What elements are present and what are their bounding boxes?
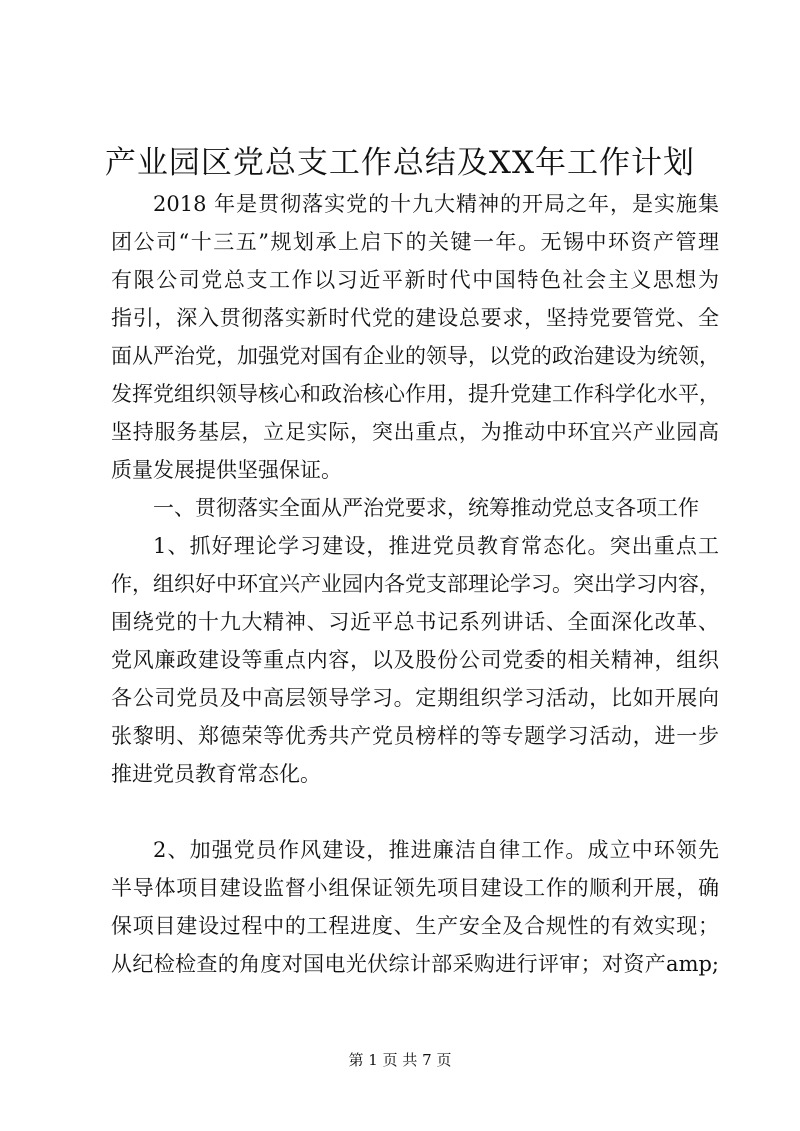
document-title: 产业园区党总支工作总结及XX年工作计划 — [104, 145, 696, 181]
text-line: 发挥党组织领导核心和政治核心作用，提升党建工作科学化水平， — [111, 382, 720, 406]
document-body — [111, 185, 719, 983]
text-line: 半导体项目建设监督小组保证领先项目建设工作的顺利开展，确 — [111, 876, 719, 900]
text-line: 有限公司党总支工作以习近平新时代中国特色社会主义思想为 — [111, 268, 719, 292]
text-line: 推进党员教育常态化。 — [111, 762, 321, 786]
paragraph-intro — [111, 185, 719, 489]
text-line: 面从严治党，加强党对国有企业的领导，以党的政治建设为统领， — [111, 344, 720, 368]
section-heading — [111, 489, 719, 527]
text-line: 2018 年是贯彻落实党的十九大精神的开局之年，是实施集 — [153, 192, 719, 216]
paragraph-theory-study — [111, 527, 719, 793]
text-line: 保项目建设过程中的工程进度、生产安全及合规性的有效实现； — [111, 914, 719, 938]
text-line: 指引，深入贯彻落实新时代党的建设总要求，坚持党要管党、全 — [111, 306, 719, 330]
paragraph-conduct — [111, 831, 719, 983]
text-line: 2、加强党员作风建设，推进廉洁自律工作。成立中环领先 — [153, 838, 719, 862]
text-line: 从纪检检查的角度对国电光伏综计部采购进行评审；对资产amp; — [111, 952, 719, 976]
heading-line: 一、贯彻落实全面从严治党要求，统筹推动党总支各项工作 — [153, 496, 699, 520]
text-line: 团公司“十三五”规划承上启下的关键一年。无锡中环资产管理 — [111, 230, 719, 254]
text-line: 作，组织好中环宜兴产业园内各党支部理论学习。突出学习内容， — [111, 572, 720, 596]
text-line: 坚持服务基层，立足实际，突出重点，为推动中环宜兴产业园高 — [111, 420, 719, 444]
text-line: 张黎明、郑德荣等优秀共产党员榜样的等专题学习活动，进一步 — [111, 724, 719, 748]
text-line: 各公司党员及中高层领导学习。定期组织学习活动，比如开展向 — [111, 686, 719, 710]
text-line: 质量发展提供坚强保证。 — [111, 458, 342, 482]
text-line: 1、抓好理论学习建设，推进党员教育常态化。突出重点工 — [153, 534, 719, 558]
text-line: 围绕党的十九大精神、习近平总书记系列讲话、全面深化改革、 — [111, 610, 719, 634]
text-line: 党风廉政建设等重点内容，以及股份公司党委的相关精神，组织 — [111, 648, 719, 672]
paragraph-gap — [111, 793, 719, 831]
page-footer: 第 1 页 共 7 页 — [348, 1051, 452, 1069]
